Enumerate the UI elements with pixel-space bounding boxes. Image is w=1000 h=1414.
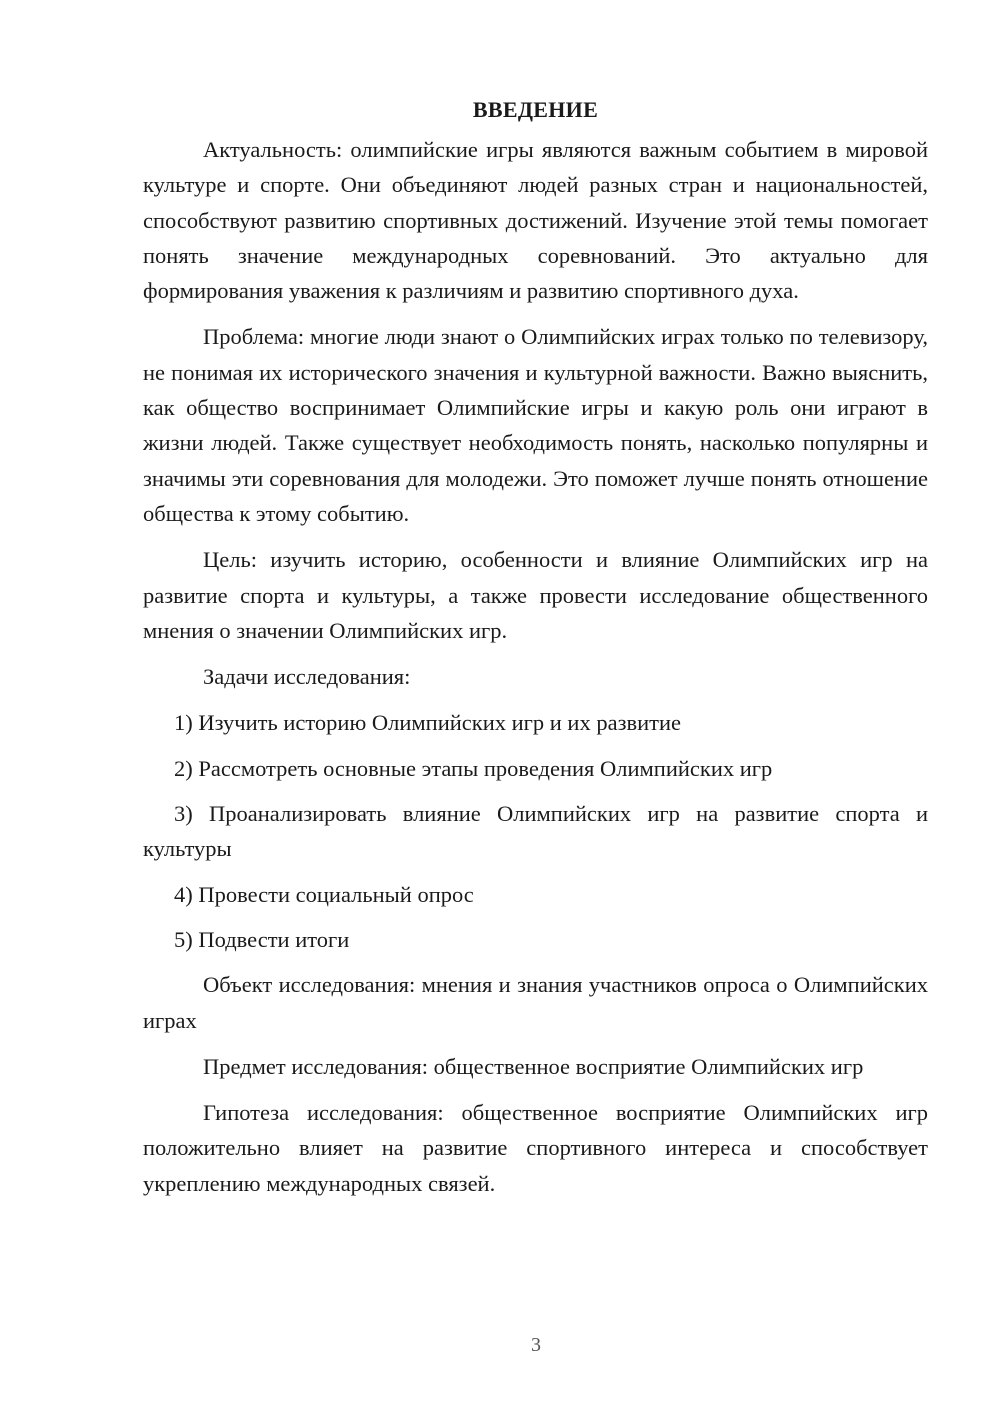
- paragraph-relevance: Актуальность: олимпийские игры являются важным событием в мировой культуре и спорте. Они объединяют людей разных стран и национальностей, способствуют развитию спортивных достижений. Изучение этой темы помогает понять значение международных соревнований. Это актуально для формирования уважения к различиям и развитию спортивного духа.: [143, 137, 928, 304]
- section-title: ВВЕДЕНИЕ: [472, 97, 599, 122]
- task-item: 3) Проанализировать влияние Олимпийских игр на развитие спорта и культуры: [143, 801, 928, 862]
- page-number: 3: [531, 1334, 541, 1356]
- page-content: [143, 96, 928, 1212]
- paragraph-goal: Цель: изучить историю, особенности и влияние Олимпийских игр на развитие спорта и культуры, а также провести исследование общественного мнения о значении Олимпийских игр.: [143, 547, 928, 643]
- tasks-heading: Задачи исследования:: [203, 664, 411, 690]
- task-item: 5) Подвести итоги: [174, 926, 350, 952]
- task-item: 2) Рассмотреть основные этапы проведения Олимпийских игр: [174, 755, 773, 781]
- task-item: 4) Провести социальный опрос: [174, 881, 474, 907]
- paragraph-problem: Проблема: многие люди знают о Олимпийских играх только по телевизору, не понимая их исторического значения и культурной важности. Важно выяснить, как общество воспринимает Олимпийские игры и какую роль они играют в жизни людей. Также существует необходимость понять, насколько популярны и значимы эти соревнования для молодежи. Это поможет лучше понять отношение общества к этому событию.: [143, 324, 928, 526]
- paragraph-hypothesis: Гипотеза исследования: общественное восприятие Олимпийских игр положительно влияет на развитие спортивного интереса и способствует укреплению международных связей.: [143, 1100, 928, 1196]
- paragraph-subject: Предмет исследования: общественное восприятие Олимпийских игр: [203, 1053, 864, 1079]
- paragraph-object: Объект исследования: мнения и знания участников опроса о Олимпийских играх: [143, 972, 928, 1033]
- task-item: 1) Изучить историю Олимпийских игр и их развитие: [174, 710, 681, 736]
